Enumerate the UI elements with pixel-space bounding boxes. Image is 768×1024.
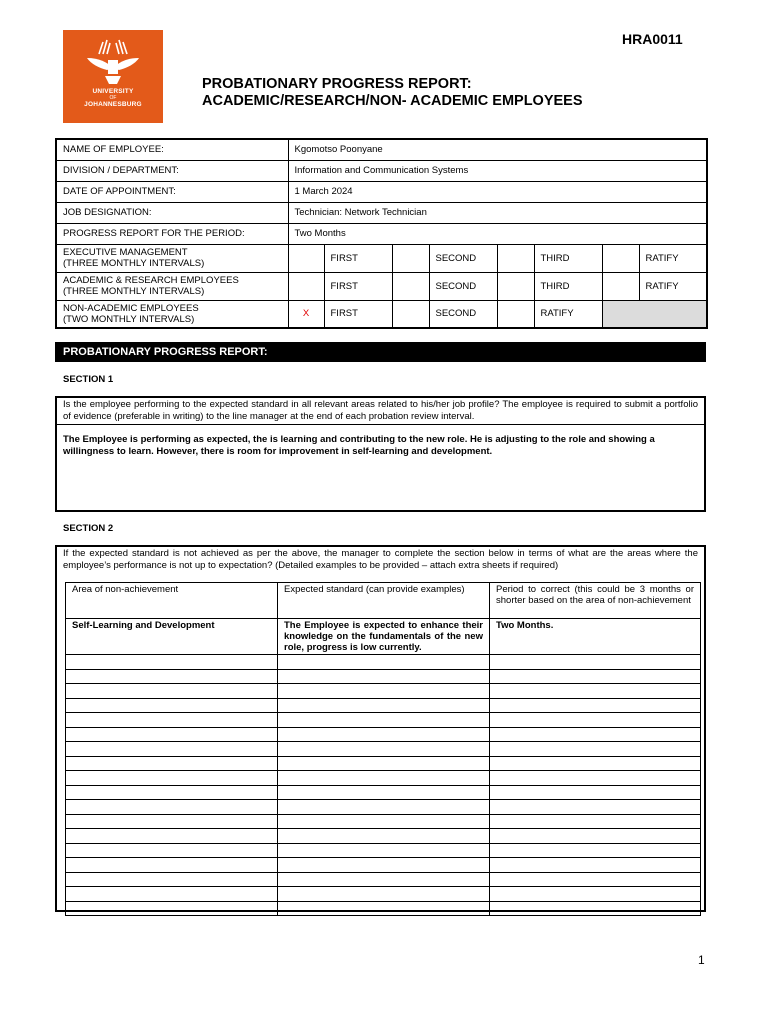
table-row [66, 858, 701, 873]
section-2-heading: SECTION 2 [63, 523, 114, 534]
table-cell[interactable] [278, 858, 490, 873]
executive-ratify-label: RATIFY [639, 244, 707, 272]
executive-third-checkbox[interactable] [497, 244, 534, 272]
table-row [66, 771, 701, 786]
logo-line-of: OF [109, 95, 117, 101]
table-cell[interactable] [490, 727, 701, 742]
non-academic-first-checkbox[interactable]: X [288, 300, 324, 328]
table-row [66, 800, 701, 815]
table-cell[interactable] [66, 872, 278, 887]
job-designation-label: JOB DESIGNATION: [56, 202, 288, 223]
table-cell[interactable] [278, 684, 490, 699]
table-cell[interactable] [278, 655, 490, 670]
table-cell[interactable] [66, 698, 278, 713]
table-cell[interactable] [66, 887, 278, 902]
table-cell[interactable] [490, 742, 701, 757]
executive-management-label: EXECUTIVE MANAGEMENT (THREE MONTHLY INTERVALS) [56, 244, 288, 272]
non-academic-second-label: SECOND [429, 300, 497, 328]
period-cell[interactable]: Two Months. [490, 619, 701, 655]
table-cell[interactable] [66, 800, 278, 815]
page-title-line-2: ACADEMIC/RESEARCH/NON- ACADEMIC EMPLOYEES [202, 93, 583, 109]
page-title-line-1: PROBATIONARY PROGRESS REPORT: [202, 76, 472, 92]
academic-second-checkbox[interactable] [392, 272, 429, 300]
table-row [66, 655, 701, 670]
table-cell[interactable] [278, 727, 490, 742]
table-cell[interactable] [278, 756, 490, 771]
section-1-box [55, 396, 706, 512]
column-header-period: Period to correct (this could be 3 months or shorter based on the area of non-achievement [490, 583, 701, 619]
non-academic-first-label: FIRST [324, 300, 392, 328]
university-logo [63, 30, 163, 123]
table-cell[interactable] [278, 814, 490, 829]
appointment-date-value[interactable]: 1 March 2024 [288, 181, 707, 202]
table-cell[interactable] [278, 829, 490, 844]
table-cell[interactable] [66, 771, 278, 786]
executive-management-row [56, 244, 707, 272]
non-academic-label: NON-ACADEMIC EMPLOYEES (TWO MONTHLY INTERVALS) [56, 300, 288, 328]
table-cell[interactable] [66, 814, 278, 829]
table-cell[interactable] [66, 655, 278, 670]
section-1-answer[interactable]: The Employee is performing as expected, the is learning and contributing to the new role. He is adjusting to the role and showing a willingness to learn. However, there is room for improvement in self-learning and development. [63, 434, 655, 457]
area-cell[interactable]: Self-Learning and Development [66, 619, 278, 655]
section-1-question: Is the employee performing to the expected standard in all relevant areas related to his/her job profile? The employee is required to submit a portfolio of evidence (preferable in writing) to the line manager at the end of each probation review interval. [57, 398, 704, 425]
academic-research-row [56, 272, 707, 300]
table-row [66, 901, 701, 916]
table-row [66, 872, 701, 887]
table-row [66, 619, 701, 655]
executive-first-label: FIRST [324, 244, 392, 272]
table-cell[interactable] [278, 785, 490, 800]
table-cell[interactable] [278, 771, 490, 786]
table-cell[interactable] [278, 742, 490, 757]
table-cell[interactable] [490, 814, 701, 829]
table-cell[interactable] [278, 901, 490, 916]
table-cell[interactable] [490, 698, 701, 713]
table-cell[interactable] [66, 858, 278, 873]
academic-second-label: SECOND [429, 272, 497, 300]
executive-first-checkbox[interactable] [288, 244, 324, 272]
standard-cell[interactable]: The Employee is expected to enhance their knowledge on the fundamentals of the new role, progress is low currently. [278, 619, 490, 655]
table-cell[interactable] [278, 887, 490, 902]
table-row [66, 814, 701, 829]
table-cell[interactable] [490, 829, 701, 844]
table-cell[interactable] [490, 756, 701, 771]
academic-research-label: ACADEMIC & RESEARCH EMPLOYEES (THREE MONTHLY INTERVALS) [56, 272, 288, 300]
employee-name-label: NAME OF EMPLOYEE: [56, 139, 288, 160]
table-cell[interactable] [66, 756, 278, 771]
academic-ratify-label: RATIFY [639, 272, 707, 300]
table-cell[interactable] [490, 901, 701, 916]
table-row [66, 727, 701, 742]
table-cell[interactable] [490, 872, 701, 887]
table-cell[interactable] [66, 785, 278, 800]
table-cell[interactable] [66, 669, 278, 684]
table-cell[interactable] [490, 858, 701, 873]
academic-ratify-checkbox[interactable] [602, 272, 639, 300]
table-cell[interactable] [278, 872, 490, 887]
table-cell[interactable] [490, 669, 701, 684]
table-row [66, 669, 701, 684]
academic-third-label: THIRD [534, 272, 602, 300]
table-cell[interactable] [278, 713, 490, 728]
table-row [66, 684, 701, 699]
document-code: HRA0011 [622, 31, 683, 47]
table-cell[interactable] [66, 713, 278, 728]
table-cell[interactable] [66, 727, 278, 742]
section-banner: PROBATIONARY PROGRESS REPORT: [55, 342, 706, 362]
table-cell[interactable] [490, 713, 701, 728]
table-cell[interactable] [490, 655, 701, 670]
table-cell[interactable] [66, 829, 278, 844]
logo-line-johannesburg: JOHANNESBURG [84, 101, 142, 108]
table-cell[interactable] [278, 800, 490, 815]
academic-first-checkbox[interactable] [288, 272, 324, 300]
report-period-value[interactable]: Two Months [288, 223, 707, 244]
academic-first-label: FIRST [324, 272, 392, 300]
table-cell[interactable] [490, 771, 701, 786]
table-cell[interactable] [490, 800, 701, 815]
section-2-box [55, 545, 706, 912]
section-2-intro: If the expected standard is not achieved as per the above, the manager to complete the section below in terms of what are the areas where the employee’s performance is not up to expectation? (Detailed examples to be provided – attach extra sheets if required) [63, 548, 698, 571]
table-cell[interactable] [66, 843, 278, 858]
table-header-row [66, 583, 701, 619]
table-cell[interactable] [490, 785, 701, 800]
table-cell[interactable] [278, 698, 490, 713]
academic-third-checkbox[interactable] [497, 272, 534, 300]
column-header-standard: Expected standard (can provide examples) [278, 583, 490, 619]
table-cell[interactable] [490, 843, 701, 858]
executive-ratify-checkbox[interactable] [602, 244, 639, 272]
table-cell[interactable] [66, 901, 278, 916]
table-cell[interactable] [278, 843, 490, 858]
table-row [66, 829, 701, 844]
table-row [66, 887, 701, 902]
table-cell[interactable] [490, 887, 701, 902]
employee-name-value[interactable]: Kgomotso Poonyane [288, 139, 707, 160]
job-designation-value[interactable]: Technician: Network Technician [288, 202, 707, 223]
page-number: 1 [698, 953, 705, 967]
division-label: DIVISION / DEPARTMENT: [56, 160, 288, 181]
non-achievement-table [65, 582, 701, 916]
shaded-cell [602, 300, 707, 328]
table-row [66, 785, 701, 800]
non-academic-ratify-checkbox[interactable] [497, 300, 534, 328]
table-row [66, 843, 701, 858]
appointment-date-label: DATE OF APPOINTMENT: [56, 181, 288, 202]
column-header-area: Area of non-achievement [66, 583, 278, 619]
table-cell[interactable] [490, 684, 701, 699]
executive-second-label: SECOND [429, 244, 497, 272]
non-academic-ratify-label: RATIFY [534, 300, 602, 328]
logo-line-university: UNIVERSITY [92, 88, 134, 95]
executive-second-checkbox[interactable] [392, 244, 429, 272]
table-row [66, 698, 701, 713]
non-academic-row [56, 300, 707, 328]
section-1-heading: SECTION 1 [63, 374, 114, 385]
employee-info-table [55, 138, 708, 329]
table-cell[interactable] [66, 742, 278, 757]
report-period-label: PROGRESS REPORT FOR THE PERIOD: [56, 223, 288, 244]
table-cell[interactable] [66, 684, 278, 699]
table-cell[interactable] [278, 669, 490, 684]
division-value[interactable]: Information and Communication Systems [288, 160, 707, 181]
non-academic-second-checkbox[interactable] [392, 300, 429, 328]
table-row [66, 742, 701, 757]
executive-third-label: THIRD [534, 244, 602, 272]
table-row [66, 713, 701, 728]
bird-emblem-icon [77, 38, 149, 88]
table-row [66, 756, 701, 771]
